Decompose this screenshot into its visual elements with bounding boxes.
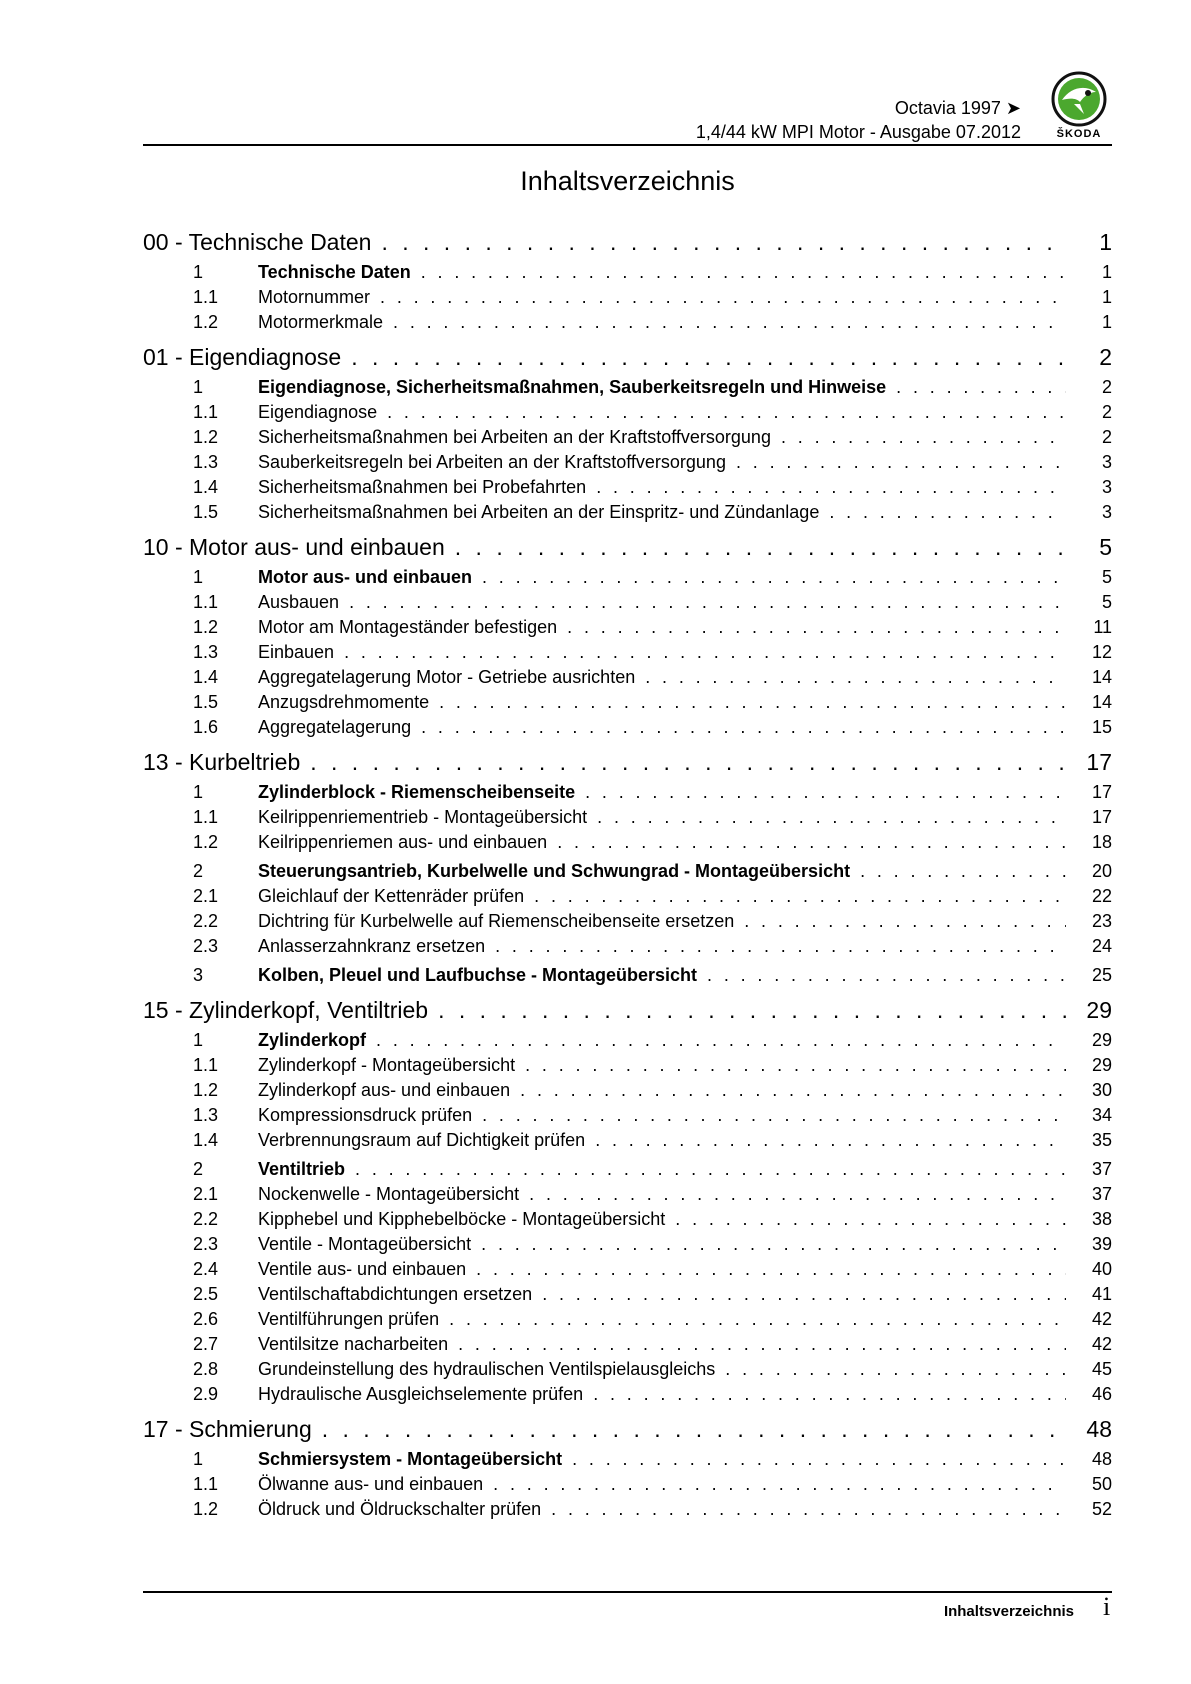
- toc-entry-number: 1: [193, 262, 204, 282]
- toc-entry-title: Kipphebel und Kipphebelböcke - Montageübersicht: [258, 1207, 675, 1232]
- toc-subsection-row[interactable]: [143, 615, 1112, 640]
- toc-entry-page: 1: [1101, 262, 1112, 282]
- toc-leader-dots: [596, 475, 1066, 500]
- toc-entry-page: 23: [1091, 911, 1112, 931]
- toc-entry-title: Ölwanne aus- und einbauen: [258, 1472, 493, 1497]
- toc-entry-number: 2: [193, 1159, 204, 1179]
- toc-leader-dots: [482, 1103, 1066, 1128]
- toc-entry-number: 2.9: [193, 1384, 219, 1404]
- toc-section-row[interactable]: [143, 375, 1112, 400]
- toc-entry-page: 3: [1101, 502, 1112, 522]
- toc-entry-title: Anzugsdrehmomente: [258, 690, 439, 715]
- header-model: Octavia 1997 ➤: [894, 98, 1021, 118]
- toc-entry-page: 29: [1091, 1030, 1112, 1050]
- toc-subsection-row[interactable]: [143, 590, 1112, 615]
- toc-section-row[interactable]: [143, 565, 1112, 590]
- toc-subsection-row[interactable]: [143, 400, 1112, 425]
- toc-subsection-row[interactable]: [143, 1257, 1112, 1282]
- toc-entry-number: 2.1: [193, 1184, 219, 1204]
- toc-entry-page: 2: [1101, 402, 1112, 422]
- toc-entry-title: Ausbauen: [258, 590, 349, 615]
- toc-entry-number: 2.7: [193, 1334, 219, 1354]
- toc-entry-number: 1.3: [193, 1105, 219, 1125]
- toc-leader-dots: [567, 615, 1066, 640]
- toc-section-row[interactable]: [143, 963, 1112, 988]
- header-subtitle: 1,4/44 kW MPI Motor - Ausgabe 07.2012: [695, 122, 1021, 142]
- toc-leader-dots: [438, 996, 1066, 1024]
- toc-entry-number: 1.2: [193, 427, 219, 447]
- toc-leader-dots: [520, 1078, 1066, 1103]
- toc-entry-number: 3: [193, 965, 204, 985]
- toc-chapter-row[interactable]: [143, 343, 1112, 371]
- toc-leader-dots: [439, 690, 1066, 715]
- toc-entry-title: Zylinderblock - Riemenscheibenseite: [258, 780, 585, 805]
- toc-entry-page: 42: [1091, 1334, 1112, 1354]
- toc-subsection-row[interactable]: [143, 450, 1112, 475]
- toc-subsection-row[interactable]: [143, 665, 1112, 690]
- toc-entry-page: 30: [1091, 1080, 1112, 1100]
- toc-entry-title: Sicherheitsmaßnahmen bei Probefahrten: [258, 475, 596, 500]
- toc-subsection-row[interactable]: [143, 1497, 1112, 1522]
- toc-entry-page: 14: [1091, 692, 1112, 712]
- toc-entry-number: 1.1: [193, 592, 219, 612]
- toc-entry-page: 1: [1101, 312, 1112, 332]
- toc-entry-page: 25: [1091, 965, 1112, 985]
- toc-entry-page: 41: [1091, 1284, 1112, 1304]
- toc-leader-dots: [725, 1357, 1066, 1382]
- toc-leader-dots: [351, 343, 1066, 371]
- toc-entry-page: 39: [1091, 1234, 1112, 1254]
- toc-entry-title: Zylinderkopf - Montageübersicht: [258, 1053, 525, 1078]
- toc-leader-dots: [455, 533, 1066, 561]
- toc-leader-dots: [557, 830, 1066, 855]
- toc-subsection-row[interactable]: [143, 690, 1112, 715]
- toc-chapter: [143, 1415, 1112, 1522]
- toc-entry-number: 1.5: [193, 692, 219, 712]
- toc-leader-dots: [355, 1157, 1066, 1182]
- toc-chapter-row[interactable]: [143, 996, 1112, 1024]
- toc-entry-title: Nockenwelle - Montageübersicht: [258, 1182, 529, 1207]
- toc-entry-number: 1.1: [193, 402, 219, 422]
- page-title: Inhaltsverzeichnis: [520, 166, 735, 196]
- footer-page-number: i: [1103, 1592, 1111, 1621]
- toc-chapter: [143, 228, 1112, 335]
- toc-entry-number: 1: [193, 782, 204, 802]
- toc-entry-number: 2.3: [193, 936, 219, 956]
- toc-leader-dots: [572, 1447, 1066, 1472]
- toc-leader-dots: [551, 1497, 1066, 1522]
- toc-entry-page: 17: [1091, 807, 1112, 827]
- toc-subsection-row[interactable]: [143, 425, 1112, 450]
- toc-entry-page: 12: [1091, 642, 1112, 662]
- toc-chapter-page: 5: [1099, 534, 1112, 560]
- toc-section-row[interactable]: [143, 260, 1112, 285]
- toc-entry-page: 2: [1101, 427, 1112, 447]
- toc-entry-title: Ventiltrieb: [258, 1157, 355, 1182]
- toc-entry-title: Hydraulische Ausgleichselemente prüfen: [258, 1382, 593, 1407]
- toc-entry-number: 2: [193, 861, 204, 881]
- toc-entry-number: 1: [193, 1449, 204, 1469]
- toc-subsection-row[interactable]: [143, 1103, 1112, 1128]
- toc-leader-dots: [529, 1182, 1066, 1207]
- toc-section-row[interactable]: [143, 1447, 1112, 1472]
- toc-entry-page: 24: [1091, 936, 1112, 956]
- toc-chapter-title: 10 - Motor aus- und einbauen: [143, 533, 455, 561]
- toc-entry-page: 17: [1091, 782, 1112, 802]
- toc-leader-dots: [458, 1332, 1066, 1357]
- skoda-logo: [1050, 70, 1108, 144]
- toc-chapter-page: 17: [1086, 749, 1112, 775]
- toc-entry-page: 48: [1091, 1449, 1112, 1469]
- toc-section-row[interactable]: [143, 780, 1112, 805]
- toc-entry-number: 1.1: [193, 1055, 219, 1075]
- toc-entry-title: Eigendiagnose, Sicherheitsmaßnahmen, Sauberkeitsregeln und Hinweise: [258, 375, 896, 400]
- toc-leader-dots: [896, 375, 1066, 400]
- toc-entry-number: 1.2: [193, 1080, 219, 1100]
- toc-entry-page: 15: [1091, 717, 1112, 737]
- toc-entry-page: 14: [1091, 667, 1112, 687]
- toc-entry-number: 1.2: [193, 617, 219, 637]
- toc-entry-title: Grundeinstellung des hydraulischen Ventilspielausgleichs: [258, 1357, 725, 1382]
- toc-entry-title: Anlasserzahnkranz ersetzen: [258, 934, 495, 959]
- toc-leader-dots: [744, 909, 1066, 934]
- toc-subsection-row[interactable]: [143, 934, 1112, 959]
- toc-entry-title: Motornummer: [258, 285, 380, 310]
- toc-chapter-row[interactable]: [143, 533, 1112, 561]
- toc-leader-dots: [380, 285, 1066, 310]
- toc-chapter-title: 01 - Eigendiagnose: [143, 343, 351, 371]
- footer-label: Inhaltsverzeichnis: [943, 1603, 1074, 1620]
- toc-leader-dots: [310, 748, 1066, 776]
- toc-entry-number: 2.5: [193, 1284, 219, 1304]
- toc-leader-dots: [860, 859, 1066, 884]
- toc-leader-dots: [534, 884, 1066, 909]
- toc-leader-dots: [781, 425, 1066, 450]
- toc-leader-dots: [344, 640, 1066, 665]
- toc-chapter-title: 13 - Kurbeltrieb: [143, 748, 310, 776]
- toc-leader-dots: [421, 715, 1066, 740]
- toc-entry-title: Technische Daten: [258, 260, 421, 285]
- toc-entry-page: 20: [1091, 861, 1112, 881]
- toc-subsection-row[interactable]: [143, 640, 1112, 665]
- toc-entry-number: 2.2: [193, 1209, 219, 1229]
- toc-leader-dots: [736, 450, 1066, 475]
- toc-entry-title: Eigendiagnose: [258, 400, 387, 425]
- toc-entry-number: 1.2: [193, 312, 219, 332]
- toc-subsection-row[interactable]: [143, 1282, 1112, 1307]
- toc-entry-number: 1.1: [193, 1474, 219, 1494]
- toc-subsection-row[interactable]: [143, 1332, 1112, 1357]
- toc-entry-page: 5: [1101, 567, 1112, 587]
- toc-chapter-row[interactable]: [143, 748, 1112, 776]
- toc-entry-number: 2.6: [193, 1309, 219, 1329]
- toc-subsection-row[interactable]: [143, 285, 1112, 310]
- toc-entry-page: 34: [1091, 1105, 1112, 1125]
- toc-chapter: [143, 996, 1112, 1407]
- toc-section-row[interactable]: [143, 1157, 1112, 1182]
- toc-leader-dots: [381, 228, 1066, 256]
- toc-leader-dots: [449, 1307, 1066, 1332]
- toc-leader-dots: [675, 1207, 1066, 1232]
- toc-subsection-row[interactable]: [143, 909, 1112, 934]
- toc-entry-page: 5: [1101, 592, 1112, 612]
- toc-leader-dots: [707, 963, 1066, 988]
- toc-entry-page: 1: [1101, 287, 1112, 307]
- toc-entry-title: Sauberkeitsregeln bei Arbeiten an der Kraftstoffversorgung: [258, 450, 736, 475]
- toc-entry-number: 1.2: [193, 1499, 219, 1519]
- toc-subsection-row[interactable]: [143, 1232, 1112, 1257]
- toc-entry-number: 1: [193, 377, 204, 397]
- toc-subsection-row[interactable]: [143, 1182, 1112, 1207]
- toc-leader-dots: [525, 1053, 1066, 1078]
- toc-leader-dots: [597, 805, 1066, 830]
- toc-entry-title: Ventile aus- und einbauen: [258, 1257, 476, 1282]
- toc-entry-number: 2.2: [193, 911, 219, 931]
- toc-chapter-title: 15 - Zylinderkopf, Ventiltrieb: [143, 996, 438, 1024]
- toc-subsection-row[interactable]: [143, 1357, 1112, 1382]
- toc-entry-title: Schmiersystem - Montageübersicht: [258, 1447, 572, 1472]
- toc-entry-title: Verbrennungsraum auf Dichtigkeit prüfen: [258, 1128, 595, 1153]
- toc-leader-dots: [495, 934, 1066, 959]
- toc-entry-number: 1.3: [193, 642, 219, 662]
- toc-chapter-row[interactable]: [143, 228, 1112, 256]
- toc-entry-title: Kompressionsdruck prüfen: [258, 1103, 482, 1128]
- toc-chapter-title: 00 - Technische Daten: [143, 228, 381, 256]
- toc-subsection-row[interactable]: [143, 1128, 1112, 1153]
- toc-leader-dots: [476, 1257, 1066, 1282]
- toc-entry-number: 1.1: [193, 287, 219, 307]
- toc-entry-page: 46: [1091, 1384, 1112, 1404]
- toc-entry-page: 37: [1091, 1184, 1112, 1204]
- toc-subsection-row[interactable]: [143, 715, 1112, 740]
- toc-entry-number: 1.1: [193, 807, 219, 827]
- toc-entry-number: 1.4: [193, 1130, 219, 1150]
- toc-subsection-row[interactable]: [143, 1307, 1112, 1332]
- toc-entry-title: Zylinderkopf: [258, 1028, 376, 1053]
- toc-entry-title: Motor am Montageständer befestigen: [258, 615, 567, 640]
- toc-subsection-row[interactable]: [143, 1053, 1112, 1078]
- toc-leader-dots: [421, 260, 1066, 285]
- toc-entry-title: Gleichlauf der Kettenräder prüfen: [258, 884, 534, 909]
- toc-leader-dots: [645, 665, 1066, 690]
- toc-entry-title: Keilrippenriementrieb - Montageübersicht: [258, 805, 597, 830]
- toc-chapter: [143, 748, 1112, 988]
- toc-entry-page: 52: [1091, 1499, 1112, 1519]
- toc-leader-dots: [595, 1128, 1066, 1153]
- toc-subsection-row[interactable]: [143, 805, 1112, 830]
- toc-section-row[interactable]: [143, 1028, 1112, 1053]
- toc-entry-number: 1.2: [193, 832, 219, 852]
- toc-entry-page: 3: [1101, 477, 1112, 497]
- toc-subsection-row[interactable]: [143, 475, 1112, 500]
- toc-entry-title: Ventilsitze nacharbeiten: [258, 1332, 458, 1357]
- header-rule: [143, 144, 1112, 146]
- toc-entry-page: 22: [1091, 886, 1112, 906]
- toc-entry-title: Aggregatelagerung: [258, 715, 421, 740]
- toc-subsection-row[interactable]: [143, 884, 1112, 909]
- toc-entry-page: 40: [1091, 1259, 1112, 1279]
- toc-subsection-row[interactable]: [143, 1472, 1112, 1497]
- toc-leader-dots: [482, 565, 1066, 590]
- toc-entry-number: 2.1: [193, 886, 219, 906]
- toc-entry-title: Zylinderkopf aus- und einbauen: [258, 1078, 520, 1103]
- toc-entry-page: 3: [1101, 452, 1112, 472]
- toc-section-row[interactable]: [143, 859, 1112, 884]
- toc-entry-number: 1.4: [193, 477, 219, 497]
- toc-chapter-page: 48: [1086, 1416, 1112, 1442]
- toc-leader-dots: [322, 1415, 1066, 1443]
- toc-subsection-row[interactable]: [143, 500, 1112, 525]
- toc-entry-page: 37: [1091, 1159, 1112, 1179]
- toc-subsection-row[interactable]: [143, 310, 1112, 335]
- toc-entry-page: 38: [1091, 1209, 1112, 1229]
- toc-subsection-row[interactable]: [143, 1078, 1112, 1103]
- toc-leader-dots: [481, 1232, 1066, 1257]
- toc-leader-dots: [393, 310, 1066, 335]
- toc-entry-number: 1: [193, 1030, 204, 1050]
- toc-entry-title: Sicherheitsmaßnahmen bei Arbeiten an der Einspritz- und Zündanlage: [258, 500, 829, 525]
- toc-entry-title: Ventile - Montageübersicht: [258, 1232, 481, 1257]
- toc-chapter-page: 29: [1086, 997, 1112, 1023]
- toc-entry-title: Steuerungsantrieb, Kurbelwelle und Schwungrad - Montageübersicht: [258, 859, 860, 884]
- toc-leader-dots: [593, 1382, 1066, 1407]
- toc-entry-title: Einbauen: [258, 640, 344, 665]
- footer-rule: [143, 1591, 1112, 1593]
- toc-subsection-row[interactable]: [143, 1207, 1112, 1232]
- toc-leader-dots: [493, 1472, 1066, 1497]
- toc-entry-title: Motormerkmale: [258, 310, 393, 335]
- toc-entry-title: Aggregatelagerung Motor - Getriebe ausrichten: [258, 665, 645, 690]
- toc-entry-page: 35: [1091, 1130, 1112, 1150]
- toc-entry-number: 1: [193, 567, 204, 587]
- toc-entry-title: Ventilschaftabdichtungen ersetzen: [258, 1282, 542, 1307]
- toc-entry-page: 11: [1093, 617, 1112, 637]
- toc-leader-dots: [542, 1282, 1066, 1307]
- toc-leader-dots: [585, 780, 1066, 805]
- toc-chapter-title: 17 - Schmierung: [143, 1415, 322, 1443]
- toc-entry-page: 29: [1091, 1055, 1112, 1075]
- toc-leader-dots: [387, 400, 1066, 425]
- toc-entry-page: 2: [1101, 377, 1112, 397]
- toc-chapter-page: 2: [1099, 344, 1112, 370]
- toc-entry-number: 2.8: [193, 1359, 219, 1379]
- toc-entry-number: 2.4: [193, 1259, 219, 1279]
- toc-entry-number: 1.4: [193, 667, 219, 687]
- skoda-logo-icon: [1050, 70, 1108, 128]
- toc-leader-dots: [829, 500, 1066, 525]
- toc-entry-number: 1.3: [193, 452, 219, 472]
- toc-entry-title: Sicherheitsmaßnahmen bei Arbeiten an der Kraftstoffversorgung: [258, 425, 781, 450]
- toc-entry-page: 42: [1091, 1309, 1112, 1329]
- toc-subsection-row[interactable]: [143, 1382, 1112, 1407]
- toc-leader-dots: [376, 1028, 1066, 1053]
- toc-entry-title: Keilrippenriemen aus- und einbauen: [258, 830, 557, 855]
- toc-entry-page: 18: [1091, 832, 1112, 852]
- toc-entry-title: Öldruck und Öldruckschalter prüfen: [258, 1497, 551, 1522]
- toc-chapter-row[interactable]: [143, 1415, 1112, 1443]
- toc-entry-title: Kolben, Pleuel und Laufbuchse - Montageübersicht: [258, 963, 707, 988]
- toc-chapter: [143, 343, 1112, 525]
- toc-entry-title: Dichtring für Kurbelwelle auf Riemenscheibenseite ersetzen: [258, 909, 744, 934]
- toc-chapter-page: 1: [1099, 229, 1112, 255]
- skoda-logo-text: ŠKODA: [1056, 128, 1102, 140]
- toc-entry-title: Ventilführungen prüfen: [258, 1307, 449, 1332]
- toc-entry-page: 50: [1091, 1474, 1112, 1494]
- toc-leader-dots: [349, 590, 1066, 615]
- toc-chapter: [143, 533, 1112, 740]
- table-of-contents: [143, 228, 1112, 1522]
- toc-entry-number: 1.5: [193, 502, 219, 522]
- toc-subsection-row[interactable]: [143, 830, 1112, 855]
- toc-entry-number: 2.3: [193, 1234, 219, 1254]
- toc-entry-page: 45: [1091, 1359, 1112, 1379]
- toc-entry-number: 1.6: [193, 717, 219, 737]
- toc-entry-title: Motor aus- und einbauen: [258, 565, 482, 590]
